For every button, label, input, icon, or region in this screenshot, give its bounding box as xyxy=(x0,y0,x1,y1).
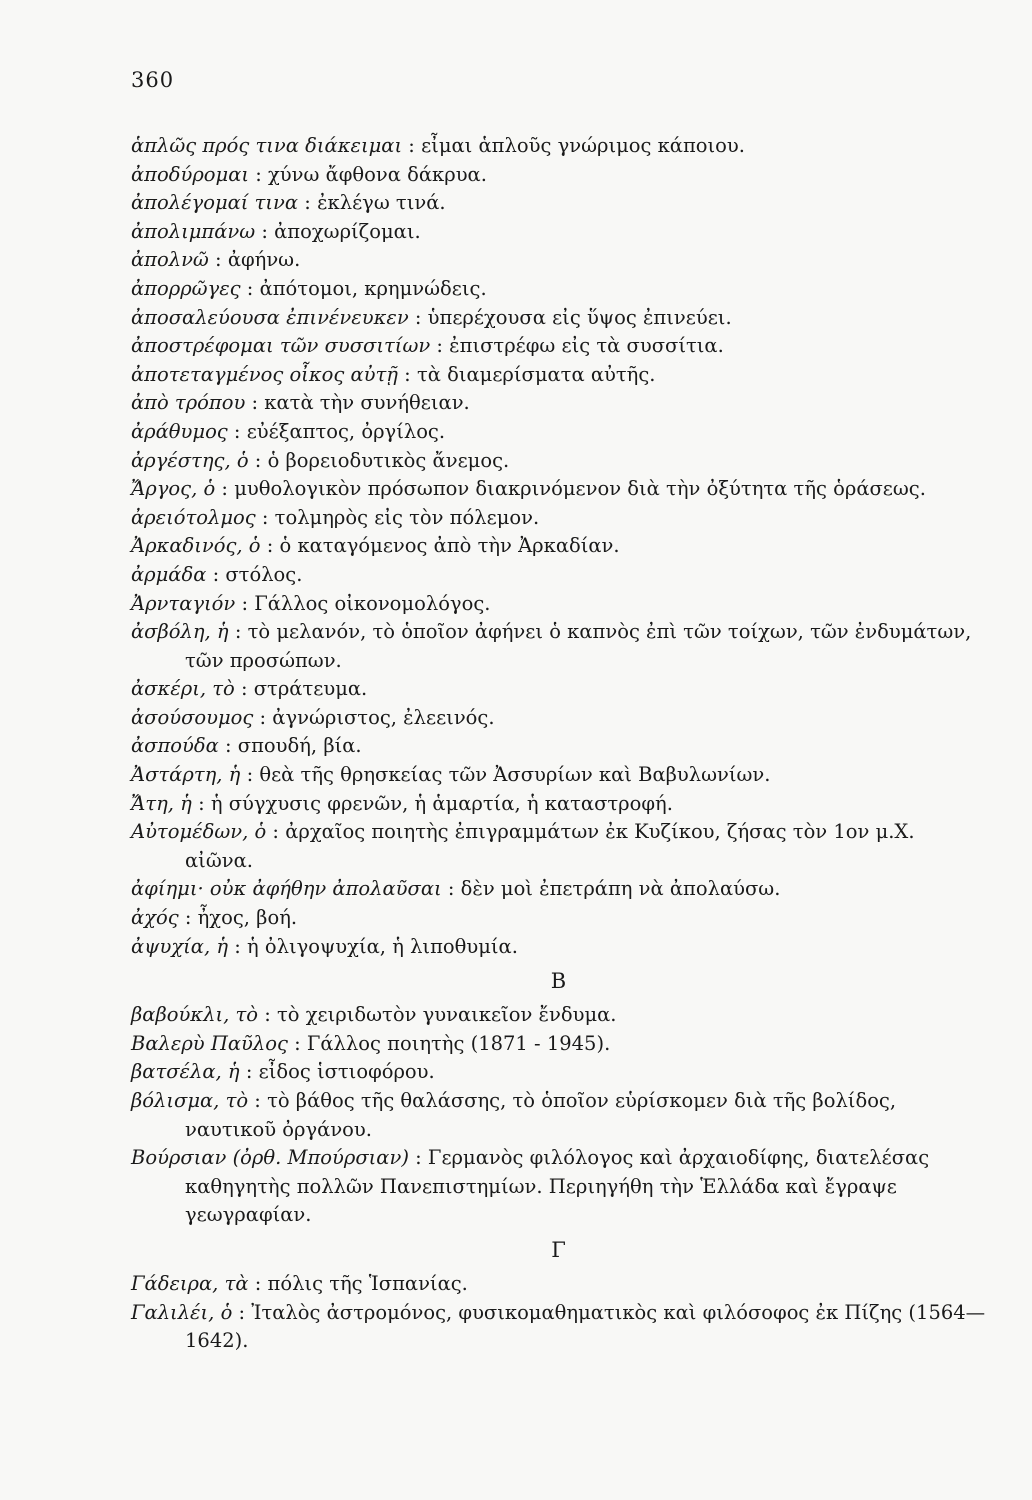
glossary-entry: Βούρσιαν (ὀρθ. Μπούρσιαν) : Γερμανὸς φιλόλογος καὶ ἀρχαιοδίφης, διατελέσας καθηγητὴς πολλῶν Πανεπιστημίων. Περιηγήθη τὴν Ἑλλάδα καὶ ἔγραψε γεωγραφίαν. xyxy=(131,1146,930,1227)
entry-term: ἀπορρῶγες xyxy=(131,276,241,300)
entry-term: Αὐτομέδων, ὁ xyxy=(131,820,267,844)
glossary-entry: ἀσπούδα : σπουδή, βία. xyxy=(131,734,362,758)
glossary-entry: Ἀρνταγιόν : Γάλλος οἰκονομολόγος. xyxy=(131,591,491,615)
entry-term: Γαλιλέι, ὁ xyxy=(131,1300,233,1324)
glossary-entry: βατσέλα, ἡ : εἶδος ἱστιοφόρου. xyxy=(131,1060,435,1084)
entry-definition: θεὰ τῆς θρησκείας τῶν Ἀσσυρίων καὶ Βαβυλωνίων. xyxy=(259,763,771,787)
entry-term: ἀπολέγομαί τινα xyxy=(131,191,299,215)
glossary-entry: ἀποτεταγμένος οἶκος αὐτῇ : τὰ διαμερίσματα αὐτῆς. xyxy=(131,362,656,386)
entry-definition: στράτευμα. xyxy=(253,677,368,701)
glossary-entry: Ἀστάρτη, ἡ : θεὰ τῆς θρησκείας τῶν Ἀσσυρίων καὶ Βαβυλωνίων. xyxy=(131,763,771,787)
glossary-entry: ἀχός : ἦχος, βοή. xyxy=(131,906,298,930)
entry-term: ἀποστρέφομαι τῶν συσσιτίων xyxy=(131,334,431,358)
entry-definition: στόλος. xyxy=(225,562,303,586)
entry-term: Ἀρνταγιόν xyxy=(131,591,236,615)
entry-term: ἁπλῶς πρός τινα διάκειμαι xyxy=(131,134,403,157)
entry-definition: ἡ σύγχυσις φρενῶν, ἡ ἁμαρτία, ἡ καταστροφή. xyxy=(210,791,673,815)
entry-term: Ἄτη, ἡ xyxy=(131,791,192,815)
entry-definition: ἡ ὀλιγοψυχία, ἡ λιποθυμία. xyxy=(247,934,518,958)
entry-definition: ἀπότομοι, κρημνώδεις. xyxy=(259,276,487,300)
entry-term: ἀργέστης, ὁ xyxy=(131,448,249,472)
entry-definition: δὲν μοὶ ἐπετράπη νὰ ἀπολαύσω. xyxy=(460,877,781,901)
glossary-entry: ἁπλῶς πρός τινα διάκειμαι : εἶμαι ἁπλοῦς γνώριμος κάποιου. xyxy=(131,134,745,157)
glossary-entry: βόλισμα, τὸ : τὸ βάθος τῆς θαλάσσης, τὸ ὁποῖον εὑρίσκομεν διὰ τῆς βολίδος, ναυτικοῦ ὀργάνου. xyxy=(131,1089,897,1141)
page-number: 360 xyxy=(131,68,175,92)
glossary-entry: Βαλερὺ Παῦλος : Γάλλος ποιητὴς (1871 - 1945). xyxy=(131,1031,611,1055)
glossary-entry: Ἄργος, ὁ : μυθολογικὸν πρόσωπον διακρινόμενον διὰ τὴν ὀξύτητα τῆς ὁράσεως. xyxy=(131,477,926,501)
entry-definition: ὁ καταγόμενος ἀπὸ τὴν Ἀρκαδίαν. xyxy=(279,534,620,558)
entry-term: ἀπολνῶ xyxy=(131,248,209,272)
entry-definition: ὑπερέχουσα εἰς ὕψος ἐπινεύει. xyxy=(427,305,732,329)
glossary-entry: ἀράθυμος : εὐέξαπτος, ὀργίλος. xyxy=(131,419,446,443)
entry-definition: Γερμανὸς φιλόλογος καὶ ἀρχαιοδίφης, διατελέσας καθηγητὴς πολλῶν Πανεπιστημίων. Περιηγήθη τὴν Ἑλλάδα καὶ ἔγραψε γεωγραφίαν. xyxy=(185,1146,930,1227)
glossary-entry: βαβούκλι, τὸ : τὸ χειριδωτὸν γυναικεῖον ἔνδυμα. xyxy=(131,1003,617,1027)
entry-definition: ἀποχωρίζομαι. xyxy=(274,219,421,243)
entry-term: βόλισμα, τὸ xyxy=(131,1089,249,1112)
glossary-entry: ἀσβόλη, ἡ : τὸ μελανόν, τὸ ὁποῖον ἀφήνει ὁ καπνὸς ἐπὶ τῶν τοίχων, τῶν ἐνδυμάτων, τῶν προσώπων. xyxy=(131,620,972,672)
glossary-entry: ἀπορρῶγες : ἀπότομοι, κρημνώδεις. xyxy=(131,276,487,300)
section-beta xyxy=(131,1001,986,1230)
entry-term: ἀχός xyxy=(131,906,179,930)
entry-term: ἀρειότολμος xyxy=(131,505,256,529)
entry-definition: εἶδος ἱστιοφόρου. xyxy=(258,1060,435,1084)
entry-term: ἀσβόλη, ἡ xyxy=(131,620,229,644)
entry-term: ἀψυχία, ἡ xyxy=(131,934,229,958)
entry-definition: τολμηρὸς εἰς τὸν πόλεμον. xyxy=(274,505,540,529)
entry-definition: τὸ μελανόν, τὸ ὁποῖον ἀφήνει ὁ καπνὸς ἐπὶ τῶν τοίχων, τῶν ἐνδυμάτων, τῶν προσώπων. xyxy=(185,620,972,672)
glossary-entries xyxy=(131,132,986,1356)
entry-definition: εὐέξαπτος, ὀργίλος. xyxy=(246,419,446,443)
entry-definition: ἀρχαῖος ποιητὴς ἐπιγραμμάτων ἐκ Κυζίκου, ζήσας τὸν 1ον μ.Χ. αἰῶνα. xyxy=(185,820,915,872)
entry-term: ἀρμάδα xyxy=(131,562,207,586)
glossary-entry: Ἄτη, ἡ : ἡ σύγχυσις φρενῶν, ἡ ἁμαρτία, ἡ καταστροφή. xyxy=(131,791,673,815)
entry-term: ἀσκέρι, τὸ xyxy=(131,677,235,701)
entry-term: ἀποσαλεύουσα ἐπινένευκεν xyxy=(131,305,409,329)
glossary-entry: Ἀρκαδινός, ὁ : ὁ καταγόμενος ἀπὸ τὴν Ἀρκαδίαν. xyxy=(131,534,620,558)
entry-definition: Γάλλος ποιητὴς (1871 - 1945). xyxy=(306,1031,611,1055)
entry-definition: ἦχος, βοή. xyxy=(197,906,298,930)
entry-term: Γάδειρα, τὰ xyxy=(131,1271,249,1295)
glossary-entry: ἀργέστης, ὁ : ὁ βορειοδυτικὸς ἄνεμος. xyxy=(131,448,510,472)
entry-term: βατσέλα, ἡ xyxy=(131,1060,240,1084)
entry-definition: τὰ διαμερίσματα αὐτῆς. xyxy=(416,362,656,386)
glossary-entry: ἀσκέρι, τὸ : στράτευμα. xyxy=(131,677,368,701)
glossary-entry: ἀρειότολμος : τολμηρὸς εἰς τὸν πόλεμον. xyxy=(131,505,540,529)
entry-term: ἀπολιμπάνω xyxy=(131,219,256,243)
glossary-entry: ἀφίημι· οὐκ ἀφήθην ἀπολαῦσαι : δὲν μοὶ ἐπετράπη νὰ ἀπολαύσω. xyxy=(131,877,781,901)
glossary-entry: ἀσούσουμος : ἀγνώριστος, ἐλεεινός. xyxy=(131,705,495,729)
glossary-entry: ἀρμάδα : στόλος. xyxy=(131,562,303,586)
entry-term: Ἀστάρτη, ἡ xyxy=(131,763,241,787)
glossary-entry: Γάδειρα, τὰ : πόλις τῆς Ἱσπανίας. xyxy=(131,1271,468,1295)
section-gamma xyxy=(131,1270,986,1356)
entry-definition: ἐπιστρέφω εἰς τὰ συσσίτια. xyxy=(449,334,724,358)
entry-term: ἀποτεταγμένος οἶκος αὐτῇ xyxy=(131,362,398,386)
entry-definition: ἀφήνω. xyxy=(227,248,301,272)
glossary-entry: ἀπολέγομαί τινα : ἐκλέγω τινά. xyxy=(131,191,446,215)
entry-definition: Γάλλος οἰκονομολόγος. xyxy=(254,591,491,615)
glossary-entry: Γαλιλέι, ὁ : Ἰταλὸς ἀστρομόνος, φυσικομαθηματικὸς καὶ φιλόσοφος ἐκ Πίζης (1564—1642). xyxy=(131,1300,986,1353)
entry-term: Ἀρκαδινός, ὁ xyxy=(131,534,261,558)
entry-definition: τὸ βάθος τῆς θαλάσσης, τὸ ὁποῖον εὑρίσκομεν διὰ τῆς βολίδος, ναυτικοῦ ὀργάνου. xyxy=(185,1089,897,1141)
section-alpha xyxy=(131,132,986,961)
entry-definition: Ἰταλὸς ἀστρομόνος, φυσικομαθηματικὸς καὶ φιλόσοφος ἐκ Πίζης (1564—1642). xyxy=(185,1300,986,1353)
glossary-entry: ἀψυχία, ἡ : ἡ ὀλιγοψυχία, ἡ λιποθυμία. xyxy=(131,934,518,958)
entry-term: ἀσούσουμος xyxy=(131,705,254,729)
entry-definition: τὸ χειριδωτὸν γυναικεῖον ἔνδυμα. xyxy=(277,1003,617,1027)
glossary-entry: ἀποσαλεύουσα ἐπινένευκεν : ὑπερέχουσα εἰς ὕψος ἐπινεύει. xyxy=(131,305,732,329)
section-heading-gamma: Γ xyxy=(551,1237,566,1262)
entry-term: Βούρσιαν (ὀρθ. Μπούρσιαν) xyxy=(131,1146,409,1170)
section-heading-beta: Β xyxy=(550,969,567,994)
glossary-entry: ἀποδύρομαι : χύνω ἄφθονα δάκρυα. xyxy=(131,162,487,186)
entry-term: Ἄργος, ὁ xyxy=(131,477,216,501)
glossary-entry: ἀποστρέφομαι τῶν συσσιτίων : ἐπιστρέφω εἰς τὰ συσσίτια. xyxy=(131,334,724,358)
glossary-entry: ἀπὸ τρόπου : κατὰ τὴν συνήθειαν. xyxy=(131,391,470,415)
entry-term: βαβούκλι, τὸ xyxy=(131,1003,259,1027)
entry-definition: ὁ βορειοδυτικὸς ἄνεμος. xyxy=(267,448,510,472)
entry-term: Βαλερὺ Παῦλος xyxy=(131,1031,288,1055)
glossary-entry: ἀπολνῶ : ἀφήνω. xyxy=(131,248,301,272)
entry-definition: σπουδή, βία. xyxy=(237,734,362,758)
entry-definition: ἐκλέγω τινά. xyxy=(317,191,446,215)
entry-definition: εἶμαι ἁπλοῦς γνώριμος κάποιου. xyxy=(421,134,745,157)
entry-definition: πόλις τῆς Ἱσπανίας. xyxy=(267,1271,468,1295)
entry-term: ἀπὸ τρόπου xyxy=(131,391,246,415)
entry-term: ἀφίημι· οὐκ ἀφήθην ἀπολαῦσαι xyxy=(131,877,442,901)
entry-term: ἀσπούδα xyxy=(131,734,219,758)
entry-term: ἀράθυμος xyxy=(131,419,228,443)
entry-definition: κατὰ τὴν συνήθειαν. xyxy=(264,391,470,415)
glossary-entry: ἀπολιμπάνω : ἀποχωρίζομαι. xyxy=(131,219,421,243)
entry-definition: μυθολογικὸν πρόσωπον διακρινόμενον διὰ τὴν ὀξύτητα τῆς ὁράσεως. xyxy=(234,477,926,501)
entry-definition: χύνω ἄφθονα δάκρυα. xyxy=(267,162,487,186)
glossary-entry: Αὐτομέδων, ὁ : ἀρχαῖος ποιητὴς ἐπιγραμμάτων ἐκ Κυζίκου, ζήσας τὸν 1ον μ.Χ. αἰῶνα. xyxy=(131,820,915,872)
entry-term: ἀποδύρομαι xyxy=(131,162,250,186)
entry-definition: ἀγνώριστος, ἐλεεινός. xyxy=(272,705,495,729)
